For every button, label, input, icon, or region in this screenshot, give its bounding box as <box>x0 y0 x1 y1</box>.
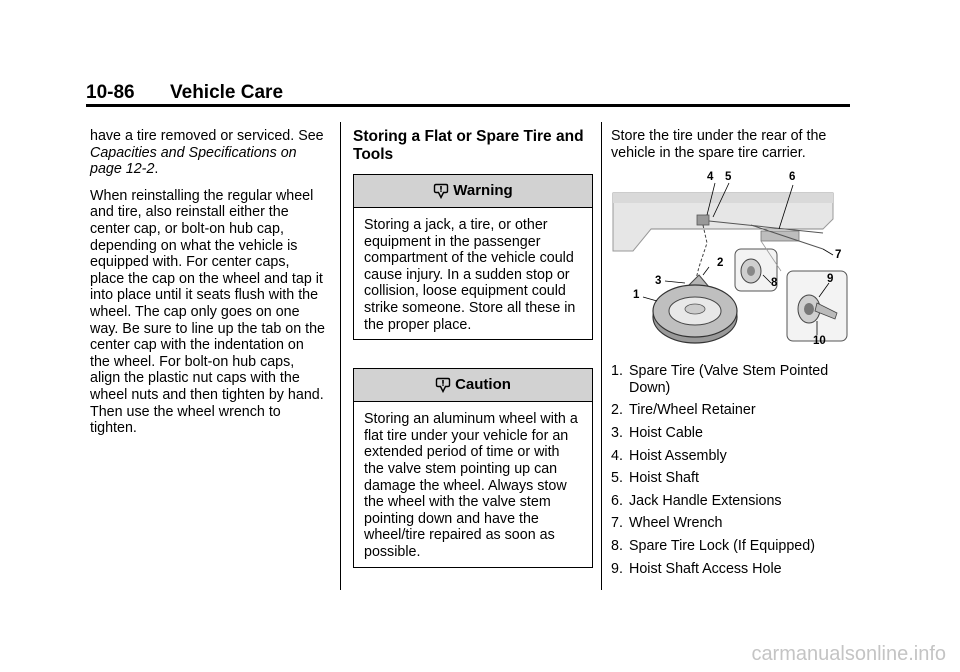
list-item: 7. Wheel Wrench <box>611 515 723 532</box>
callout-6: 6 <box>789 171 796 184</box>
warning-title: Warning <box>453 181 513 199</box>
list-item: 2. Tire/Wheel Retainer <box>611 402 756 419</box>
callout-8: 8 <box>771 277 778 290</box>
page-header <box>86 82 850 106</box>
caution-icon <box>435 377 451 393</box>
callout-10: 10 <box>813 335 826 348</box>
list-item: 8. Spare Tire Lock (If Equipped) <box>611 537 815 554</box>
warning-icon <box>433 183 449 199</box>
list-item: 6. Jack Handle Extensions <box>611 492 782 509</box>
subsection-heading: Storing a Flat or Spare Tire and Tools <box>353 128 584 163</box>
warning-header <box>354 175 592 208</box>
column-3 <box>611 128 851 583</box>
caution-box <box>353 368 593 567</box>
callout-1: 1 <box>633 289 640 302</box>
section-title: Vehicle Care <box>170 82 284 103</box>
paragraph-2: When reinstalling the regular wheel and tire, also reinstall either the center cap, or bolt-on hub cap, depending on what the vehicle is equipped with. For center caps, place the cap on the wheel and tap it into place until it seats flush with the wheel. The cap only goes on one way. Be sure to line up the tab on the center cap with the indentation on the wheel. For bolt-on hub caps, align the plastic nut caps with the wheel nuts and then tighten by hand. Then use the wheel wrench to tighten. <box>90 187 325 437</box>
parts-list <box>611 363 851 577</box>
callout-9: 9 <box>827 273 834 286</box>
paragraph-1 <box>90 128 326 178</box>
callout-4: 4 <box>707 171 714 184</box>
column-divider-1 <box>340 122 341 590</box>
warning-box <box>353 174 593 340</box>
list-item: 3. Hoist Cable <box>611 424 703 441</box>
spare-tire-drawing <box>611 171 851 351</box>
caution-title: Caution <box>455 375 511 393</box>
caution-body: Storing an aluminum wheel with a flat tire under your vehicle for an extended period of time or with the valve stem pointing up can damage the wheel. Always stow the wheel with the valve stem pointing down and have the wheel/tire repaired as soon as possible. <box>364 411 578 560</box>
callout-2: 2 <box>717 257 724 270</box>
watermark: carmanualsonline.info <box>751 643 946 665</box>
list-item: 1. Spare Tire (Valve Stem Pointed Down) <box>611 363 829 396</box>
paragraph-1-text: have a tire removed or serviced. See <box>90 128 324 144</box>
spare-tire-illustration <box>611 171 851 351</box>
intro-paragraph: Store the tire under the rear of the vehicle in the spare tire carrier. <box>611 128 827 161</box>
list-item: 9. Hoist Shaft Access Hole <box>611 560 782 577</box>
warning-body: Storing a jack, a tire, or other equipment in the passenger compartment of the vehicle could cause injury. In a sudden stop or collision, loose equipment could strike someone. Store all these in the proper place. <box>364 217 576 333</box>
list-item: 4. Hoist Assembly <box>611 447 727 464</box>
column-divider-2 <box>601 122 602 590</box>
column-2 <box>353 128 593 596</box>
column-1 <box>90 128 326 447</box>
list-item: 5. Hoist Shaft <box>611 470 699 487</box>
callout-7: 7 <box>835 249 842 262</box>
caution-header <box>354 369 592 402</box>
paragraph-1-end: . <box>154 161 159 178</box>
cross-reference-link[interactable]: Capacities and Specifications on page 12-2 <box>90 144 297 178</box>
header-rule <box>86 104 850 107</box>
callout-5: 5 <box>725 171 732 184</box>
callout-3: 3 <box>655 275 662 288</box>
page-number: 10-86 <box>86 82 135 103</box>
